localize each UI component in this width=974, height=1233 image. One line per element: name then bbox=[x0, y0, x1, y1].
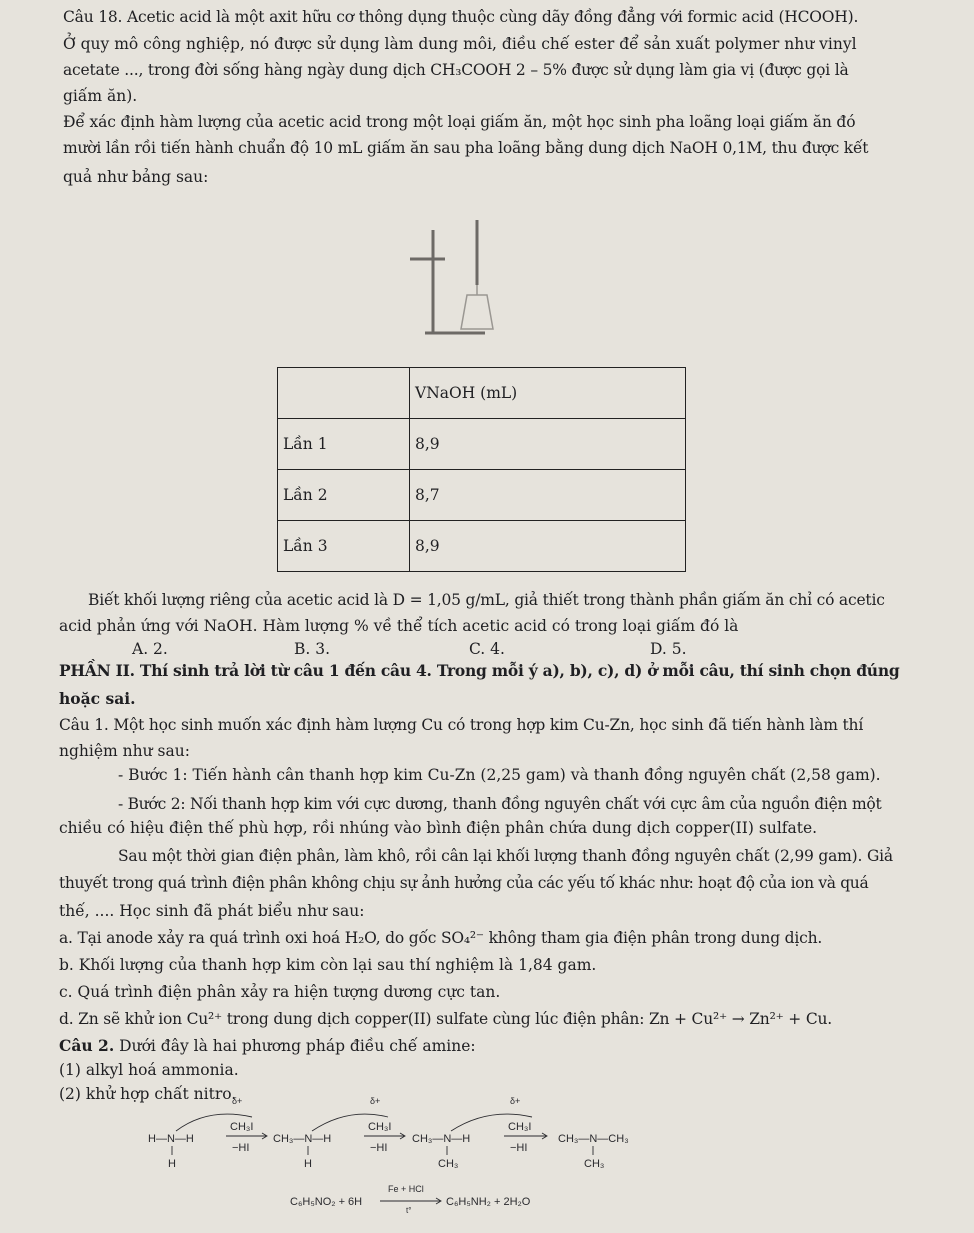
svg-text:CH₃: CH₃ bbox=[438, 1158, 459, 1170]
c2-line1: Câu 2. Dưới đây là hai phương pháp điều chế amine: bbox=[59, 1036, 476, 1055]
c1-paragraph-line3: thế, .... Học sinh đã phát biểu như sau: bbox=[59, 902, 365, 920]
option-b: B. 3. bbox=[294, 640, 331, 658]
table-cell-label: Lần 3 bbox=[278, 521, 410, 572]
option-d: D. 5. bbox=[650, 640, 687, 658]
c1-step2-line1: - Bước 2: Nối thanh hợp kim với cực dương, thanh đồng nguyên chất với cực âm của nguồn điện một bbox=[118, 795, 882, 813]
table-cell-label: Lần 1 bbox=[278, 419, 410, 470]
svg-text:H: H bbox=[168, 1158, 176, 1170]
q18-line3: acetate ..., trong đời sống hàng ngày dung dịch CH₃COOH 2 – 5% được sử dụng làm gia vị (được gọi là bbox=[63, 61, 849, 79]
svg-text:H—N—H: H—N—H bbox=[148, 1133, 194, 1145]
table-cell-value: 8,9 bbox=[410, 521, 686, 572]
svg-text:H: H bbox=[304, 1158, 312, 1170]
svg-text:CH₃I: CH₃I bbox=[368, 1121, 392, 1133]
reagent-label: CH₃I bbox=[230, 1121, 254, 1133]
byproduct-label: −HI bbox=[232, 1142, 250, 1154]
svg-text:CH₃: CH₃ bbox=[584, 1158, 605, 1170]
q18-line5: Để xác định hàm lượng của acetic acid trong một loại giấm ăn, một học sinh pha loãng loại giấm ăn đó bbox=[63, 113, 856, 131]
table-row bbox=[278, 521, 686, 572]
svg-text:CH₃—N—CH₃: CH₃—N—CH₃ bbox=[558, 1133, 629, 1145]
svg-text:CH₃—N—H: CH₃—N—H bbox=[273, 1133, 332, 1145]
table-cell-value: 8,9 bbox=[410, 419, 686, 470]
nitro-reactants: C₆H₅NO₂ + 6H bbox=[290, 1196, 363, 1208]
part2-title-line1: PHẦN II. Thí sinh trả lời từ câu 1 đến câu 4. Trong mỗi ý a), b), c), d) ở mỗi câu, thí sinh chọn đúng bbox=[59, 661, 900, 680]
option-a: A. 2. bbox=[132, 640, 168, 658]
c1-statement-b: b. Khối lượng của thanh hợp kim còn lại sau thí nghiệm là 1,84 gam. bbox=[59, 956, 597, 974]
c1-step1: - Bước 1: Tiến hành cân thanh hợp kim Cu-Zn (2,25 gam) và thanh đồng nguyên chất (2,58 gam). bbox=[118, 766, 881, 784]
q18-line7: quả như bảng sau: bbox=[63, 168, 209, 186]
titration-results-table bbox=[277, 367, 686, 572]
amine-reaction-scheme bbox=[148, 1095, 828, 1215]
q18-line2: Ở quy mô công nghiệp, nó được sử dụng làm dung môi, điều chế ester để sản xuất polymer như vinyl bbox=[63, 35, 857, 53]
q18-line1: Câu 18. Acetic acid là một axit hữu cơ thông dụng thuộc cùng dãy đồng đẳng với formic acid (HCOOH). bbox=[63, 8, 859, 26]
c1-statement-a: a. Tại anode xảy ra quá trình oxi hoá H₂O, do gốc SO₄²⁻ không tham gia điện phân trong dung dịch. bbox=[59, 929, 823, 947]
c1-paragraph-line2: thuyết trong quá trình điện phân không chịu sự ảnh hưởng của các yếu tố khác như: hoạt độ của ion và quá bbox=[59, 874, 869, 892]
svg-text:CH₃I: CH₃I bbox=[508, 1121, 532, 1133]
svg-text:δ+: δ+ bbox=[232, 1096, 243, 1106]
nitro-products: C₆H₅NH₂ + 2H₂O bbox=[446, 1196, 531, 1208]
q18-line9: acid phản ứng với NaOH. Hàm lượng % về thể tích acetic acid có trong loại giấm đó là bbox=[59, 617, 739, 635]
table-row bbox=[278, 419, 686, 470]
c2-method1: (1) alkyl hoá ammonia. bbox=[59, 1061, 239, 1079]
c2-method2: (2) khử hợp chất nitro. bbox=[59, 1085, 237, 1103]
c1-line1: Câu 1. Một học sinh muốn xác định hàm lượng Cu có trong hợp kim Cu-Zn, học sinh đã tiến hành làm thí bbox=[59, 716, 864, 734]
q18-line6: mười lần rồi tiến hành chuẩn độ 10 mL giấm ăn sau pha loãng bằng dung dịch NaOH 0,1M, thu được kết bbox=[63, 139, 869, 157]
q18-line8: Biết khối lượng riêng của acetic acid là D = 1,05 g/mL, giả thiết trong thành phần giấm ăn chỉ có acetic bbox=[88, 591, 885, 609]
nitro-condition-top: Fe + HCl bbox=[388, 1184, 424, 1194]
svg-text:−HI: −HI bbox=[510, 1142, 528, 1154]
option-c: C. 4. bbox=[469, 640, 505, 658]
q18-line4: giấm ăn). bbox=[63, 87, 138, 105]
table-header-empty bbox=[278, 368, 410, 419]
svg-text:δ+: δ+ bbox=[510, 1096, 521, 1106]
table-header-naoh: VNaOH (mL) bbox=[410, 368, 686, 419]
c1-statement-d: d. Zn sẽ khử ion Cu²⁺ trong dung dịch copper(II) sulfate cùng lúc điện phân: Zn + Cu²⁺ → Zn²⁺ + Cu. bbox=[59, 1010, 832, 1028]
part2-title-line2: hoặc sai. bbox=[59, 689, 136, 708]
table-cell-label: Lần 2 bbox=[278, 470, 410, 521]
svg-text:−HI: −HI bbox=[370, 1142, 388, 1154]
nitro-condition-bottom: t° bbox=[406, 1206, 412, 1215]
svg-text:δ+: δ+ bbox=[370, 1096, 381, 1106]
c1-statement-c: c. Quá trình điện phân xảy ra hiện tượng dương cực tan. bbox=[59, 983, 501, 1001]
table-row bbox=[278, 470, 686, 521]
c1-paragraph-line1: Sau một thời gian điện phân, làm khô, rồi cân lại khối lượng thanh đồng nguyên chất (2,99 gam). Giả bbox=[118, 847, 893, 865]
table-cell-value: 8,7 bbox=[410, 470, 686, 521]
svg-text:CH₃—N—H: CH₃—N—H bbox=[412, 1133, 471, 1145]
table-header-row bbox=[278, 368, 686, 419]
c1-step2-line2: chiều có hiệu điện thế phù hợp, rồi nhúng vào bình điện phân chứa dung dịch copper(II) sulfate. bbox=[59, 819, 818, 837]
titration-apparatus-image bbox=[405, 215, 515, 340]
c1-line2: nghiệm như sau: bbox=[59, 742, 190, 760]
